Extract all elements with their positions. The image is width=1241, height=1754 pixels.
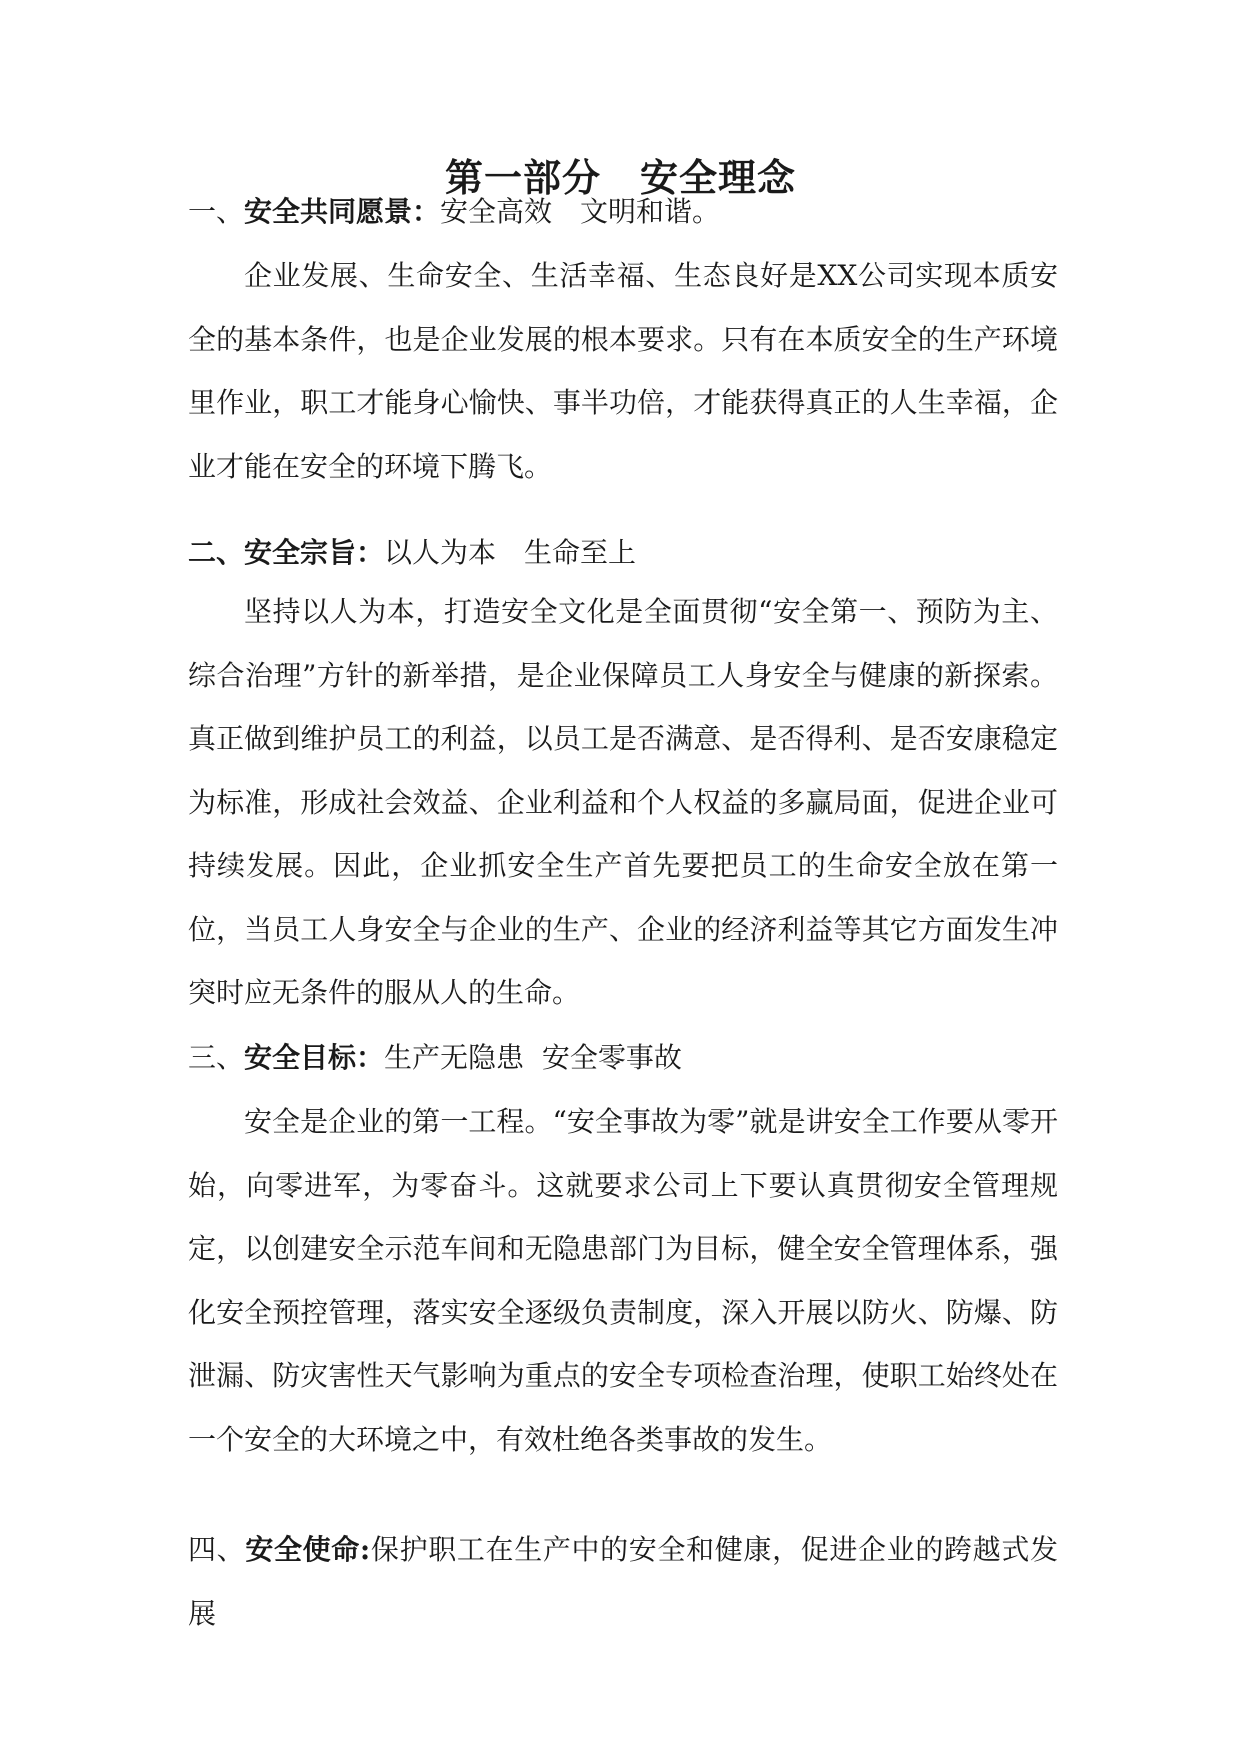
- section-body-3: 安全是企业的第一工程。“安全事故为零”就是讲安全工作要从零开始，向零进军，为零奋斗。这就要求公司上下要认真贯彻安全管理规定，以创建安全示范车间和无隐患部门为目标，健全安全管理体系，强化安全预控管理，落实安全逐级负责制度，深入开展以防火、防爆、防泄漏、防灾害性天气影响为重点的安全专项检查治理，使职工始终处在一个安全的大环境之中，有效杜绝各类事故的发生。: [188, 1105, 1058, 1456]
- section-number: 四、: [188, 1533, 246, 1566]
- section-body-2: 坚持以人为本，打造安全文化是全面贯彻“安全第一、预防为主、综合治理”方针的新举措，是企业保障员工人身安全与健康的新探索。真正做到维护员工的利益，以员工是否满意、是否得利、是否安康稳定为标准，形成社会效益、企业利益和个人权益的多赢局面，促进企业可持续发展。因此，企业抓安全生产首先要把员工的生命安全放在第一位，当员工人身安全与企业的生产、企业的经济利益等其它方面发生冲突时应无条件的服从人的生命。: [188, 595, 1058, 1009]
- section-value: 生产无隐患 安全零事故: [384, 1041, 682, 1074]
- section-label: 安全使命:: [245, 1533, 371, 1566]
- section-value: 以人为本 生命至上: [384, 536, 637, 569]
- section-heading-4: [188, 1518, 1058, 1645]
- section-number: 一、: [188, 195, 245, 228]
- section-number: 二、: [188, 536, 245, 569]
- section-value: 安全高效 文明和谐。: [440, 195, 721, 228]
- section-value: 保护职工在生产中的安全和健康，促进企业的跨越式发展: [188, 1533, 1058, 1630]
- section-label: 安全目标：: [244, 1041, 385, 1074]
- page-title: 第一部分 安全理念: [444, 155, 796, 200]
- section-body-1: 企业发展、生命安全、生活幸福、生态良好是XX公司实现本质安全的基本条件，也是企业发展的根本要求。只有在本质安全的生产环境里作业，职工才能身心愉快、事半功倍，才能获得真正的人生幸福，企业才能在安全的环境下腾飞。: [188, 259, 1058, 483]
- section-label: 安全宗旨：: [244, 536, 385, 569]
- section-number: 三、: [188, 1041, 245, 1074]
- section-heading-1: [188, 192, 720, 232]
- section-heading-2: [188, 533, 636, 573]
- section-heading-3: [188, 1038, 682, 1078]
- section-label: 安全共同愿景：: [244, 195, 441, 228]
